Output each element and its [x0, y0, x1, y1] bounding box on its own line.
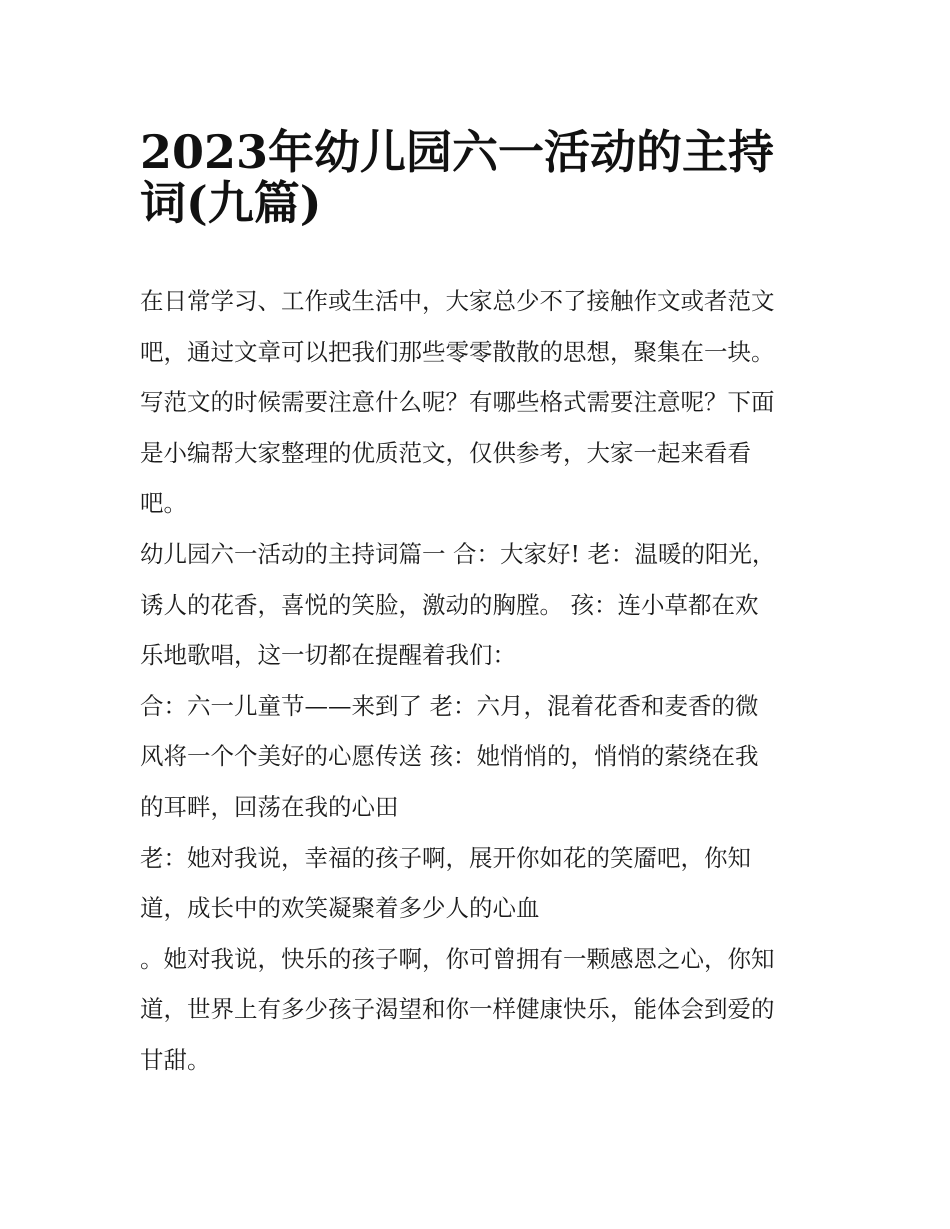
body-line: 乐地歌唱，这一切都在提醒着我们： — [140, 641, 516, 670]
body-line: 吧。 — [140, 489, 187, 518]
body-line: 是小编帮大家整理的优质范文，仅供参考，大家一起来看看 — [140, 438, 751, 467]
body-line: 甘甜。 — [140, 1045, 211, 1074]
body-line: 道，成长中的欢笑凝聚着多少人的心血 — [140, 894, 540, 923]
body-line: 合：六一儿童节——来到了 老：六月，混着花香和麦香的微 — [140, 691, 759, 720]
body-line: 在日常学习、工作或生活中，大家总少不了接触作文或者范文 — [140, 287, 775, 315]
body-line: 写范文的时候需要注意什么呢？有哪些格式需要注意呢？下面 — [140, 388, 775, 417]
body-line: 风将一个个美好的心愿传送 孩：她悄悄的，悄悄的萦绕在我 — [140, 742, 759, 771]
title-line-1: 2023年幼儿园六一活动的主持 — [140, 125, 775, 179]
body-line: 。她对我说，快乐的孩子啊，你可曾拥有一颗感恩之心，你知 — [140, 944, 775, 973]
body-line: 道，世界上有多少孩子渴望和你一样健康快乐，能体会到爱的 — [140, 995, 775, 1024]
body-line: 诱人的花香，喜悦的笑脸，激动的胸膛。 孩：连小草都在欢 — [140, 590, 759, 619]
body-line: 吧，通过文章可以把我们那些零零散散的思想，聚集在一块。 — [140, 337, 775, 366]
document-body — [140, 276, 820, 1086]
body-line: 幼儿园六一活动的主持词篇一 合：大家好! 老：温暖的阳光， — [140, 539, 776, 568]
body-line: 老：她对我说，幸福的孩子啊，展开你如花的笑靥吧，你知 — [140, 843, 751, 872]
document-title — [140, 112, 820, 230]
title-line-2: 词(九篇) — [140, 175, 322, 230]
body-line: 的耳畔，回荡在我的心田 — [140, 792, 399, 821]
